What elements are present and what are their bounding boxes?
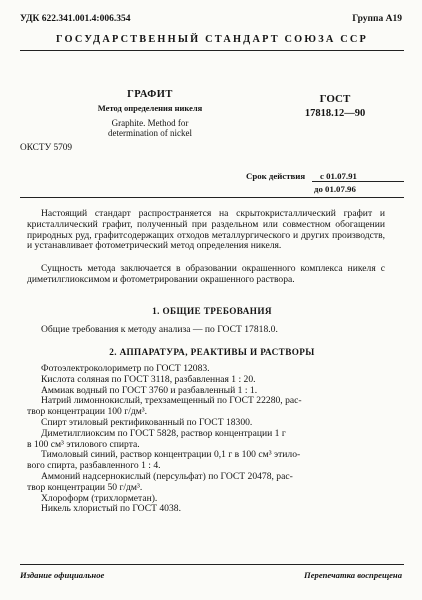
validity-to: до 01.07.96 [314,184,356,194]
footer-official-edition: Издание официальное [20,570,105,580]
doc-title: ГРАФИТ [127,89,173,100]
reagent-line: Аммиак водный по ГОСТ 3760 и разбавленный 1 : 1. [41,384,258,396]
validity-rule [312,181,404,182]
footer-rule [20,564,404,565]
reagent-line: Никель хлористый по ГОСТ 4038. [41,503,181,515]
validity-bottom-rule [20,197,404,198]
footer-reprint-notice: Перепечатка воспрещена [304,570,402,580]
english-title-line2: determination of nickel [108,128,192,138]
reagent-line: Диметилглиоксим по ГОСТ 5828, раствор концентрации 1 г [41,427,286,439]
gost-number: 17818.12—90 [304,108,366,119]
reagent-line: Аммоний надсернокислый (персульфат) по ГОСТ 20478, рас- [41,470,293,482]
reagent-line: Спирт этиловый ректификованный по ГОСТ 18300. [41,416,253,428]
reagent-line: Натрий лимоннокислый, трехзамещенный по ГОСТ 22280, рас- [41,395,302,407]
doc-subtitle: Метод определения никеля [97,103,203,113]
reagent-line: Хлороформ (трихлорметан). [41,492,158,504]
reagent-line: Тимоловый синий, раствор концентрации 0,1 г в 100 см³ этило- [41,449,301,461]
section1-heading: 1. ОБЩИЕ ТРЕБОВАНИЯ [152,306,272,316]
section2-heading: 2. АППАРАТУРА, РЕАКТИВЫ И РАСТВОРЫ [109,347,315,357]
group-code: Группа А19 [352,14,402,24]
udk-code: УДК 622.341.001.4:006.354 [20,14,131,24]
reagent-line: в 100 см³ этилового спирта. [27,438,140,450]
reagents-list [27,364,387,515]
english-title-line1: Graphite. Method for [111,118,189,128]
header-rule [20,50,404,51]
validity-from: с 01.07.91 [320,171,357,181]
intro-paragraph-essence: Сущность метода заключается в образовании окрашенного комплекса никеля с диметилглиоксимом и фотометрировании окрашенного раствора. [27,263,385,285]
reagent-line: твор концентрации 100 г/дм³. [27,406,148,418]
reagent-line: твор концентрации 50 г/дм³. [27,481,143,493]
gost-label: ГОСТ [319,93,351,105]
intro-paragraph-scope: Настоящий стандарт распространяется на скрытокристаллический графит и кристаллический графит, полученный при раздельном или совместном обогащении природных руд, графитсодержащих отходов металлургического и других производств, и устанавливает фотометрический метод определения никеля. [27,208,385,252]
validity-label: Срок действия [246,171,306,181]
state-standard-banner: ГОСУДАРСТВЕННЫЙ СТАНДАРТ СОЮЗА ССР [56,34,368,45]
section1-text: Общие требования к методу анализа — по ГОСТ 17818.0. [41,324,278,335]
okstu-code: ОКСТУ 5709 [20,143,73,153]
reagent-line: Фотоэлектроколориметр по ГОСТ 12083. [41,363,210,374]
reagent-line: Кислота соляная по ГОСТ 3118, разбавленная 1 : 20. [41,373,256,385]
reagent-line: вого спирта, разбавленного 1 : 4. [27,460,161,472]
